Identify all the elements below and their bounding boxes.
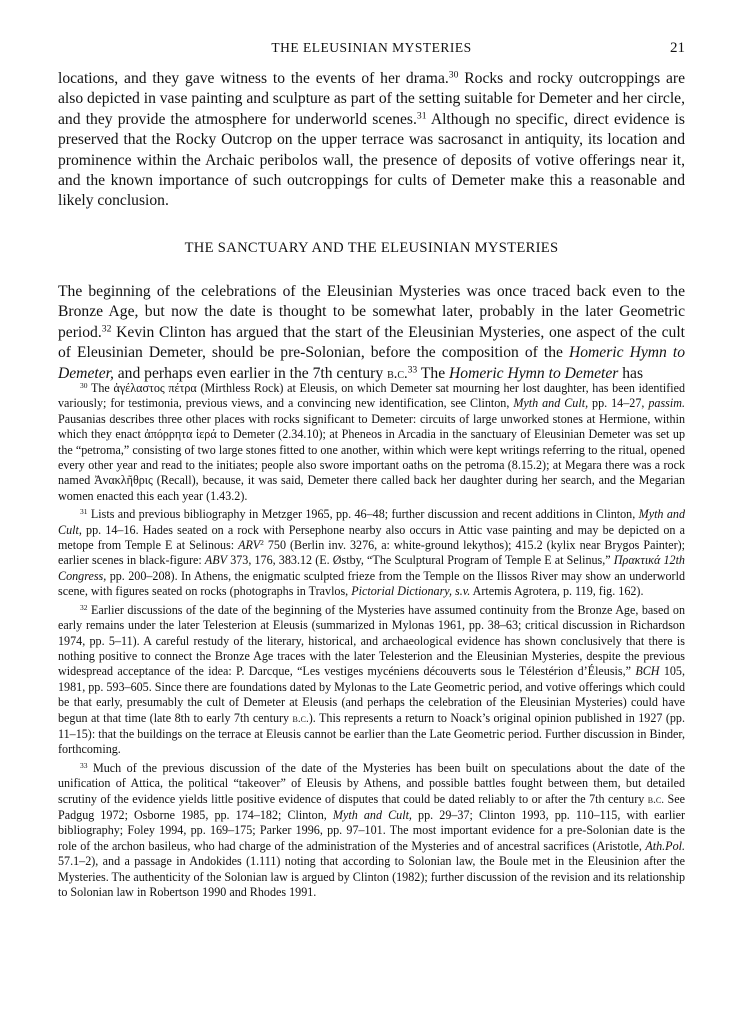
- text-segment: See Padgug 1972; Osborne 1985, pp. 174–182; Clinton,: [58, 791, 685, 822]
- era-abbreviation: b.c.: [387, 365, 408, 382]
- running-head: THE ELEUSINIAN MYSTERIES: [271, 40, 472, 55]
- footnote-ref[interactable]: 33: [407, 364, 418, 376]
- text-segment: 57.1–2), and a passage in Andokides (1.111) noting that according to Solonian law, the Boule met in the Eleusinion after the Mysteries. The authenticity of the Solonian law is argued by Clinton (1982); further discussion of the revision and its relationship to Solonian law in Robertson 1990 and Rhodes 1991.: [58, 854, 685, 899]
- italic-citation: Myth and Cult,: [513, 396, 589, 411]
- italic-citation: passim.: [648, 396, 685, 411]
- footnote-ref[interactable]: 32: [101, 323, 112, 335]
- text-segment: Kevin Clinton has argued that the start of the Eleusinian Mysteries, one aspect of the cult of Eleusinian Demeter, should be pre-Solonian, before the composition of the: [58, 323, 685, 362]
- page-header: [58, 40, 685, 60]
- text-segment: 105, 1981, pp. 593–605. Since there are foundations dated by Mylonas to the Late Geometric period, and votive offerings which could be that early, presumably the cult of Demeter at Eleusis (and perhaps the celebration of the Eleusinian Mysteries) could have begun at that time (late 8th to early 7th century: [58, 664, 685, 725]
- italic-citation: BCH: [635, 664, 660, 679]
- text-segment: 750 (Berlin inv. 3276, a: white-ground lekythos); 415.2 (kylix near Brygos Painter); earlier scenes in black-figure:: [58, 538, 685, 568]
- section-heading: THE SANCTUARY AND THE ELEUSINIAN MYSTERIES: [184, 240, 559, 256]
- text-segment: pp. 200–208). In Athens, the enigmatic sculpted frieze from the Temple on the Ilissos River may show an underworld scene, with figures seated on rocks (photographs in Travlos,: [58, 568, 685, 599]
- text-segment: pp. 14–16. Hades seated on a rock with Persephone nearby also occurs in Attic vase painting and may be depicted on a metope from Temple E at Selinous:: [58, 522, 685, 553]
- superscript: 2: [260, 537, 264, 547]
- footnote-number: 33: [80, 760, 88, 770]
- footnote-ref[interactable]: 30: [448, 69, 459, 81]
- footnote-30: [58, 381, 685, 504]
- italic-title: Homeric Hymn to Demeter,: [58, 344, 685, 382]
- italic-citation: ABV: [204, 553, 228, 568]
- italic-citation: Pictorial Dictionary, s.v.: [351, 584, 471, 599]
- era-abbreviation: b.c.: [647, 793, 665, 806]
- italic-citation: Ath.Pol.: [645, 838, 685, 853]
- footnote-31: [58, 507, 685, 599]
- footnote-32: [58, 603, 685, 758]
- footnote-number: 31: [80, 507, 88, 517]
- italic-citation: Πρακτικά 12th Congress,: [58, 553, 685, 583]
- footnotes-section: [58, 381, 685, 903]
- text-segment: Rocks and rocky outcroppings are also depicted in vase painting and sculpture as part of the setting suitable for Demeter and her circle, and they provide the atmosphere for underworld scenes.: [58, 70, 685, 128]
- text-segment: and perhaps even earlier in the 7th century: [113, 364, 388, 382]
- footnote-ref[interactable]: 31: [416, 110, 427, 122]
- main-paragraph: [58, 282, 685, 384]
- italic-citation: ARV: [238, 538, 261, 553]
- text-segment: Although no specific, direct evidence is preserved that the Rocky Outcrop on the upper terrace was sacrosanct in antiquity, its location and prominence within the Archaic peribolos wall, the presence of deposits of votive offerings near it, and the known importance of such outcroppings for cults of Demeter make this a reasonable and likely conclusion.: [58, 110, 685, 210]
- era-abbreviation: b.c.: [292, 712, 309, 725]
- text-segment: Earlier discussions of the date of the beginning of the Mysteries have assumed continuity from the Bronze Age, based on early remains under the later Telesterion at Eleusis (summarized in Mylonas 1961, pp. 38–63; critical discussion in Richardson 1974, pp. 5–11). A careful restudy of the literary, historical, and archaeological evidence has shown conclusively that there is nothing positive to connect the Bronze Age traces with the later Telesterion and the Eleusinian Mysteries, despite the previous widespread acceptance of the idea: P. Darcque, “Les vestiges mycéniens découverts sous le Télestérion d’Éleusis,”: [58, 602, 685, 679]
- text-segment: pp. 29–37; Clinton 1993, pp. 110–115, with earlier bibliography; Foley 1994, pp. 169–175; Parker 1996, pp. 97–101. The most important evidence for a pre-Solonian date is the role of the archon basileus, who had charge of the administration of the Mysteries and of ancestral sacrifices (Aristotle,: [58, 807, 685, 853]
- footnote-number: 32: [80, 602, 88, 612]
- text-segment: Lists and previous bibliography in Metzger 1965, pp. 46–48; further discussion and recent additions in Clinton,: [87, 507, 639, 522]
- text-segment: locations, and they gave witness to the events of her drama.: [58, 70, 449, 87]
- italic-citation: Myth and Cult,: [58, 507, 686, 537]
- page-number: 21: [670, 40, 685, 56]
- intro-paragraph: [58, 69, 685, 212]
- text-segment: pp. 14–27,: [588, 396, 649, 411]
- text-segment: ). This represents a return to Noack’s original opinion published in 1927 (pp. 11–15): that the buildings on the terrace at Eleusis cannot be earlier than the Late Geometric period. Further discussion in Binder, forthcoming.: [58, 710, 685, 757]
- italic-citation: Myth and Cult,: [332, 807, 412, 822]
- text-segment: 373, 176, 383.12 (E. Østby, “The Sculptural Program of Temple E at Selinus,”: [227, 553, 614, 568]
- text-segment: Artemis Agrotera, p. 119, fig. 162).: [470, 584, 644, 599]
- italic-title: Homeric Hymn to Demeter: [449, 364, 619, 382]
- footnote-number: 30: [80, 380, 88, 390]
- text-segment: Much of the previous discussion of the date of the Mysteries has been built on speculations about the date of the unification of Attica, the political “takeover” of Eleusis by Athens, and possible battles fought between them, but detailed scrutiny of the evidence yields little positive evidence of disputes that could be dated reliably to or after the 7th century: [58, 760, 685, 806]
- text-segment: The: [417, 364, 450, 382]
- text-segment: The ἀγέλαστος πέτρα (Mirthless Rock) at Eleusis, on which Demeter sat mourning her lost daughter, has been identified variously; for testimonia, previous views, and a convincing new identification, see Clinton,: [58, 381, 685, 411]
- text-segment: Pausanias describes three other places with rocks significant to Demeter: circuits of large unworked stones at Hermione, within which they enact ἀπόρρητα ἱερά to Demeter (2.34.10); at Pheneos in Arcadia in the sanctuary of Eleusinian Demeter was set up the “petroma,” consisting of two large stones fitted to one another, within which were kept writings referring to the ritual, opened every other year and read to the initiates; people also swore important oaths on the petroma (8.15.2); at Megara there was a rock named Ἀνακλῆθρις (Recall), because, it was said, Demeter there called back her daughter during her search, and the Megarian women enacted this each year (1.43.2).: [58, 411, 685, 503]
- footnote-33: [58, 761, 685, 901]
- text-segment: The beginning of the celebrations of the Eleusinian Mysteries was once traced back even to the Bronze Age, but now the date is thought to be somewhat later, probably in the later Geometric period.: [58, 283, 685, 341]
- text-segment: has: [618, 364, 644, 382]
